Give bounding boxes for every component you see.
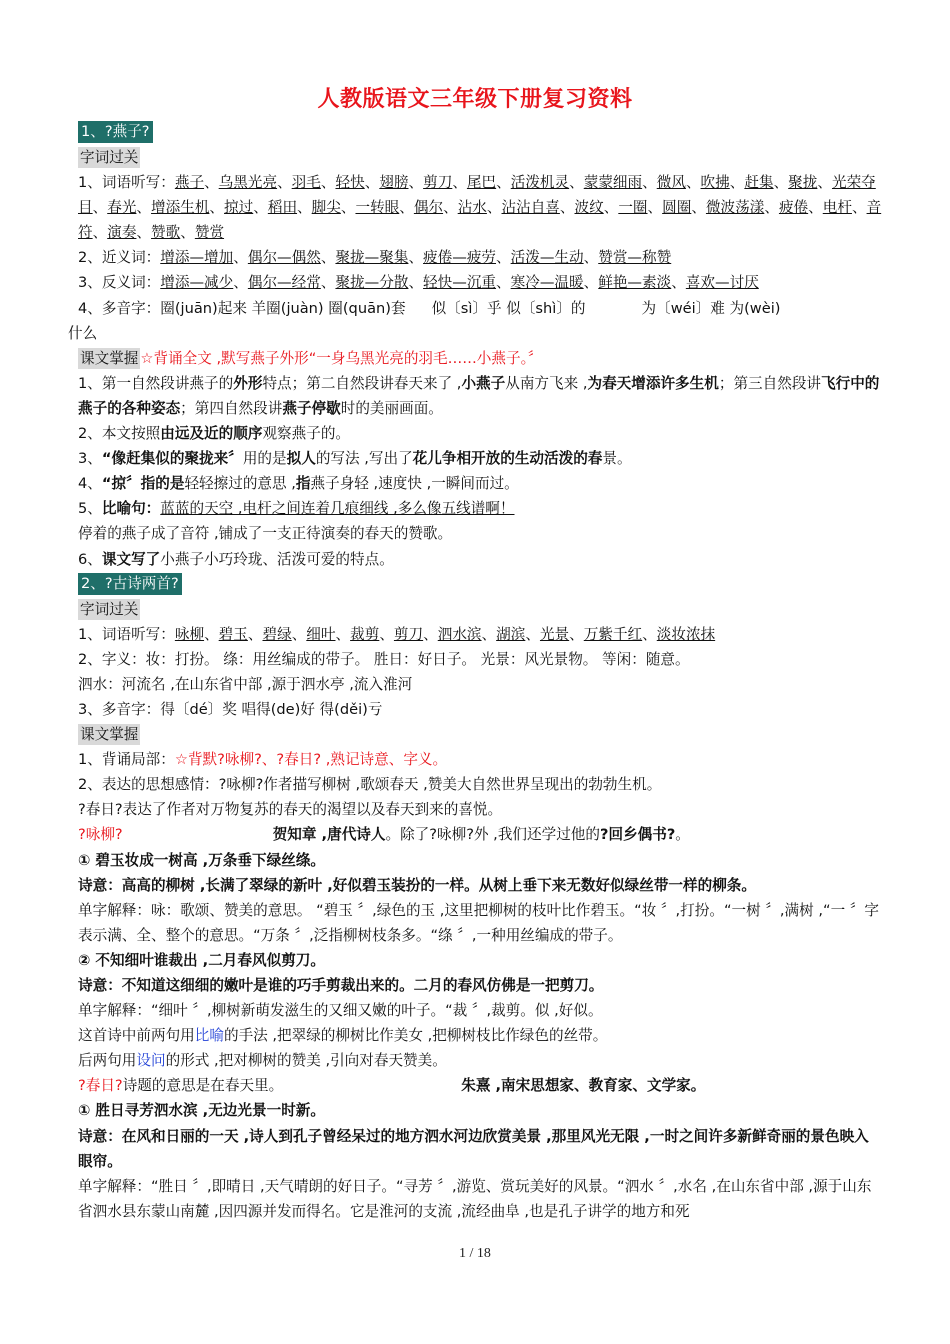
antonym-pair: 寒冷—温暖 <box>510 274 584 292</box>
dictation-word: 裁剪 <box>350 625 380 643</box>
dictation-word: 碧绿 <box>262 625 292 643</box>
dictation-word: 咏柳 <box>174 625 205 643</box>
dictation-word: 赞赏 <box>194 224 225 242</box>
dictation-word: 疲倦 <box>778 199 809 217</box>
dictation-word: 剪刀 <box>423 174 453 192</box>
char-explain-3: 单字解释：“胜日 〞,即晴日 ,天气晴朗的好日子。“寻芳 〞,游览、赏玩美好的风景。“泗水 〞,水名 ,在山东省中部 ,源于山东省泗水县东蒙山南麓 ,因四源并发而得名。它是淮河的支流 ,流经曲阜 ,也是孔子讲学的地方和死 <box>78 1177 872 1220</box>
sishui-line: 泗水：河流名 ,在山东省中部 ,源于泗水亭 ,流入淮河 <box>78 675 413 693</box>
antonym-pair: 喜欢—讨厌 <box>685 274 759 292</box>
dictation-word: 蒙蒙细雨 <box>583 174 643 192</box>
lesson-recite: 课文掌握 ☆背诵全文 ,默写燕子外形“一身乌黑光亮的羽毛……小燕子。〞 <box>80 349 543 367</box>
char-explain-2: 单字解释：“细叶 〞,柳树新萌发滋生的又细又嫩的叶子。“裁 〞,裁剪。似 ,好似。 <box>78 1002 603 1020</box>
dictation-word: 吹拂 <box>700 174 730 192</box>
dictation-word: 乌黑光亮 <box>218 174 278 192</box>
dictation-word: 泗水滨 <box>437 625 482 643</box>
feeling-line-1: 2、表达的思想感情：?咏柳?作者描写柳树 ,歌颂春天 ,赞美大自然世界呈现出的勃勃生机。 <box>78 776 662 794</box>
poem-line-3: ① 胜日寻芳泗水滨 ,无边光景一时新。 <box>78 1102 325 1120</box>
antonym-pair: 聚拢—分散 <box>335 274 409 292</box>
section-heading-gushi: 2、?古诗两首? <box>78 573 182 595</box>
dictation-word: 圆圈 <box>662 199 692 217</box>
paragraph-5b: 停着的燕子成了音符 ,铺成了一支正待演奏的春天的赞歌。 <box>78 525 453 543</box>
page-number: 1 / 18 <box>459 1246 491 1261</box>
recite-line-2: 1、背诵局部：☆背默?咏柳?、?春日? ,熟记诗意、字义。 <box>78 751 448 769</box>
poem-line-1: ① 碧玉妆成一树高 ,万条垂下绿丝绦。 <box>78 851 325 869</box>
polyphone-line-cont: 什么 <box>68 324 98 342</box>
antonym-pair: 增添—减少 <box>160 274 234 292</box>
dictation-word: 春光 <box>107 199 137 217</box>
dictation-word: 碧玉 <box>218 625 248 643</box>
meanings-line: 2、字义：妆：打扮。 绦：用丝编成的带子。 胜日：好日子。 光景：风光景物。 等闲：随意。 <box>78 650 690 668</box>
dictation-word: 赶集 <box>744 174 774 192</box>
polyphone-line-2: 3、多音字：得〔dé〕奖 唱得(de)好 得(děi)亏 <box>78 700 383 718</box>
dictation-word: 稻田 <box>267 199 298 217</box>
dictation-word: 电杆 <box>822 199 852 217</box>
dictation-word: 光景 <box>539 625 570 643</box>
rhetoric-line-2: 后两句用设问的形式 ,把对柳树的赞美 ,引向对春天赞美。 <box>78 1052 447 1070</box>
subheading-words: 字词过关 <box>80 149 139 166</box>
dictation-word: 细叶 <box>306 625 336 643</box>
dictation-word: 剪刀 <box>393 625 424 643</box>
feeling-line-2: ?春日?表达了作者对万物复苏的春天的渴望以及春天到来的喜悦。 <box>78 801 503 819</box>
synonyms-line: 2、近义词：增添—增加、偶尔—偶然、聚拢—聚集、疲倦—疲劳、活泼—生动、赞赏—称赞 <box>78 249 672 267</box>
poem-meaning-2: 诗意：不知道这细细的嫩叶是谁的巧手剪裁出来的。二月的春风仿佛是一把剪刀。 <box>78 977 604 994</box>
dictation-word: 燕子 <box>174 174 205 192</box>
synonym-pair: 疲倦—疲劳 <box>423 249 497 267</box>
paragraph-1: 1、第一自然段讲燕子的外形特点；第二自然段讲春天来了 ,小燕子从南方飞来 ,为春天增添许多生机；第三自然段讲飞行中的燕子的各种姿态；第四自然段讲燕子停歇时的美丽画面。 <box>78 374 880 417</box>
dictation-word: 聚拢 <box>788 174 818 192</box>
dictation-word: 羽毛 <box>291 174 321 192</box>
dictation-word: 增添生机 <box>151 199 210 217</box>
dictation-word: 音符 <box>78 199 882 242</box>
dictation-list-2: 1、词语听写：咏柳、碧玉、碧绿、细叶、裁剪、剪刀、泗水滨、湖滨、光景、万紫千红、淡妆浓抹 <box>78 625 716 643</box>
dictation-word: 波纹 <box>574 199 604 217</box>
subheading-words-2: 字词过关 <box>80 600 139 618</box>
dictation-word: 沾沾自喜 <box>501 199 560 217</box>
dictation-word: 淡妆浓抹 <box>656 625 716 643</box>
synonym-pair: 活泼—生动 <box>510 249 584 267</box>
antonym-pair: 鲜艳—素淡 <box>598 274 672 292</box>
document-body <box>68 120 883 1224</box>
poem-line-2: ② 不知细叶谁裁出 ,二月春风似剪刀。 <box>78 951 325 969</box>
dictation-word: 光荣夺目 <box>78 174 876 217</box>
dictation-word: 万紫千红 <box>583 625 643 643</box>
dictation-word: 翅膀 <box>379 174 409 192</box>
synonym-pair: 赞赏—称赞 <box>598 249 672 267</box>
dictation-word: 一转眼 <box>355 199 400 217</box>
yongliu-author-line: ?咏柳? 贺知章 ,唐代诗人。除了?咏柳?外 ,我们还学过他的?回乡偶书?。 <box>78 826 690 844</box>
dictation-word: 赞歌 <box>151 224 181 242</box>
subheading-lesson: 课文掌握 <box>80 349 139 367</box>
synonym-pair: 偶尔—偶然 <box>247 249 321 267</box>
poem-meaning-3: 诗意：在风和日丽的一天 ,诗人到孔子曾经呆过的地方泗水河边欣赏美景 ,那里风光无限 ,一时之间许多新鲜奇丽的景色映入眼帘。 <box>78 1127 869 1170</box>
dictation-word: 湖滨 <box>496 625 526 643</box>
dictation-word: 尾巴 <box>466 174 497 192</box>
subheading-lesson-2: 课文掌握 <box>80 726 139 744</box>
dictation-word: 掠过 <box>224 199 254 217</box>
rhetoric-line-1: 这首诗中前两句用比喻的手法 ,把翠绿的柳树比作美女 ,把柳树枝比作绿色的丝带。 <box>78 1027 608 1045</box>
paragraph-4: 4、“掠〞指的是轻轻擦过的意思 ,指燕子身轻 ,速度快 ,一瞬间而过。 <box>78 475 519 493</box>
section-heading-yanzi: 1、?燕子? <box>78 121 153 143</box>
polyphone-line: 4、多音字：圈(juān)起来 羊圈(juàn) 圈(quān)套 似〔sì〕乎 似〔shì〕的 为〔wéi〕难 为(wèi) <box>78 299 781 317</box>
dictation-words: 燕子、乌黑光亮、羽毛、轻快、翅膀、剪刀、尾巴、活泼机灵、蒙蒙细雨、微风、吹拂、赶集、聚拢、光荣夺目、春光、增添生机、掠过、稻田、脚尖、一转眼、偶尔、沾水、沾沾自喜、波纹、一圈、圆圈、微波荡漾、疲倦、电杆、音符、演奏、赞歌、赞赏 <box>78 174 882 242</box>
page-title: 人教版语文三年级下册复习资料 <box>317 87 633 112</box>
dictation-word: 微波荡漾 <box>705 199 765 217</box>
synonym-pair: 增添—增加 <box>160 249 234 267</box>
chunri-line: ?春日?诗题的意思是在春天里。 朱熹 ,南宋思想家、教育家、文学家。 <box>78 1077 706 1095</box>
dictation-list: 1、词语听写：燕子、乌黑光亮、羽毛、轻快、翅膀、剪刀、尾巴、活泼机灵、蒙蒙细雨、微风、吹拂、赶集、聚拢、光荣夺目、春光、增添生机、掠过、稻田、脚尖、一转眼、偶尔、沾水、沾沾自喜、波纹、一圈、圆圈、微波荡漾、疲倦、电杆、音符、演奏、赞歌、赞赏 <box>78 174 882 242</box>
dictation-word: 沾水 <box>457 199 487 217</box>
paragraph-3: 3、“像赶集似的聚拢来〞用的是拟人的写法 ,写出了花儿争相开放的生动活泼的春景。 <box>78 450 632 468</box>
char-explain-1: 单字解释：咏：歌颂、赞美的意思。 “碧玉 〞,绿色的玉 ,这里把柳树的枝叶比作碧玉。“妆 〞,打扮。“一树 〞,满树 ,“一 〞字表示满、全、整个的意思。“万条 〞,泛指柳树枝条多。“绦 〞,一种用丝编成的带子。 <box>78 901 880 944</box>
dictation-word: 微风 <box>656 174 686 192</box>
antonym-pair: 偶尔—经常 <box>247 274 321 292</box>
dictation-word: 偶尔 <box>413 199 444 217</box>
dictation-word: 脚尖 <box>311 199 341 217</box>
paragraph-2: 2、本文按照由远及近的顺序观察燕子的。 <box>78 425 351 443</box>
antonym-pair: 轻快—沉重 <box>423 274 497 292</box>
dictation-word: 轻快 <box>335 174 365 192</box>
antonyms-line: 3、反义词：增添—减少、偶尔—经常、聚拢—分散、轻快—沉重、寒冷—温暖、鲜艳—素淡、喜欢—讨厌 <box>78 274 759 292</box>
paragraph-6: 6、课文写了小燕子小巧玲珑、活泼可爱的特点。 <box>78 550 394 568</box>
dictation-word: 一圈 <box>618 199 648 217</box>
dictation-word: 演奏 <box>107 224 137 242</box>
dictation-word: 活泼机灵 <box>510 174 570 192</box>
paragraph-5: 5、比喻句：蓝蓝的天空 ,电杆之间连着几痕细线 ,多么像五线谱啊！ <box>78 500 515 518</box>
poem-meaning-1: 诗意：高高的柳树 ,长满了翠绿的新叶 ,好似碧玉装扮的一样。从树上垂下来无数好似绿丝带一样的柳条。 <box>78 876 756 894</box>
synonym-pair: 聚拢—聚集 <box>335 249 409 267</box>
